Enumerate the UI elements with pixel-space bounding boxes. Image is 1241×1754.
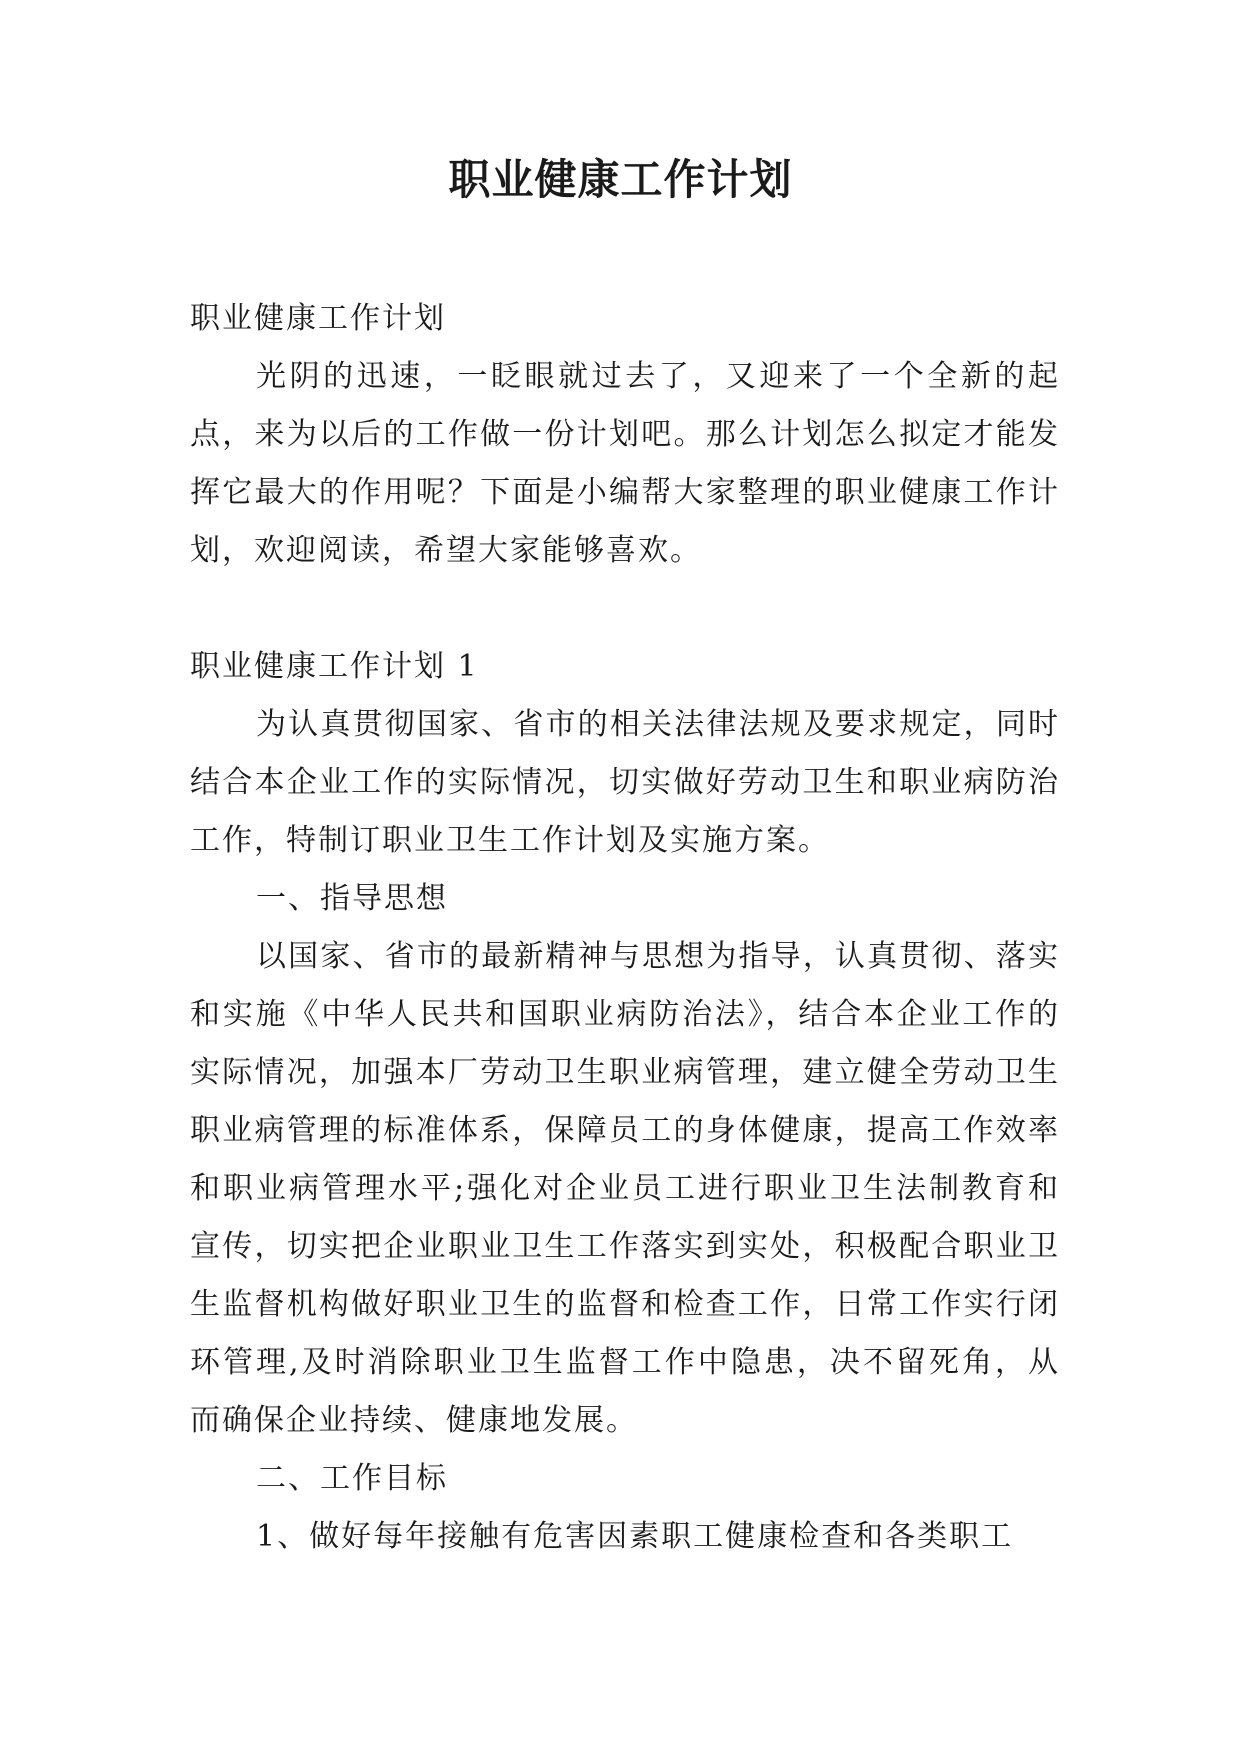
part2-item-1: 1、做好每年接触有危害因素职工健康检查和各类职工 xyxy=(256,1519,1014,1554)
intro-heading: 职业健康工作计划 xyxy=(190,301,446,336)
section1-heading: 职业健康工作计划 1 xyxy=(190,649,479,684)
part2-heading: 二、工作目标 xyxy=(256,1461,448,1496)
document-body xyxy=(190,290,1060,1566)
part1-heading: 一、指导思想 xyxy=(256,881,448,916)
intro-paragraph: 光阴的迅速，一眨眼就过去了，又迎来了一个全新的起点，来为以后的工作做一份计划吧。那么计划怎么拟定才能发挥它最大的作用呢？下面是小编帮大家整理的职业健康工作计划，欢迎阅读，希望大家能够喜欢。 xyxy=(190,359,1060,568)
section1-paragraph: 为认真贯彻国家、省市的相关法律法规及要求规定，同时结合本企业工作的实际情况，切实做好劳动卫生和职业病防治工作，特制订职业卫生工作计划及实施方案。 xyxy=(190,707,1060,858)
paragraph-spacer xyxy=(190,580,1060,638)
part1-paragraph: 以国家、省市的最新精神与思想为指导，认真贯彻、落实和实施《中华人民共和国职业病防治法》，结合本企业工作的实际情况，加强本厂劳动卫生职业病管理，建立健全劳动卫生职业病管理的标准体系，保障员工的身体健康，提高工作效率和职业病管理水平;强化对企业员工进行职业卫生法制教育和宣传，切实把企业职业卫生工作落实到实处，积极配合职业卫生监督机构做好职业卫生的监督和检查工作，日常工作实行闭环管理,及时消除职业卫生监督工作中隐患，决不留死角，从而确保企业持续、健康地发展。 xyxy=(190,939,1060,1438)
document-title: 职业健康工作计划 xyxy=(448,155,793,204)
